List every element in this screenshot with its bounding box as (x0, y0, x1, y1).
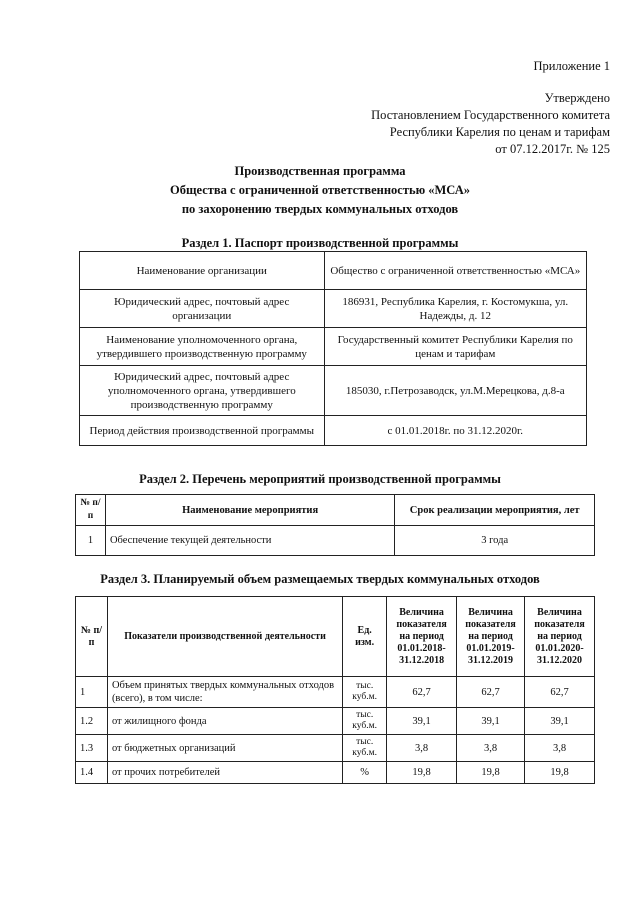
row-indicator: от прочих потребителей (107, 762, 342, 784)
passport-row (80, 328, 587, 366)
approved-date: от 07.12.2017г. № 125 (495, 142, 610, 156)
title-line3: по захоронению твердых коммунальных отходов (181, 202, 459, 216)
row-term: 3 года (395, 526, 595, 556)
approved-label: Утверждено (544, 91, 610, 105)
passport-label: Юридический адрес, почтовый адрес организации (80, 290, 325, 328)
table-row (76, 677, 595, 708)
row-unit: тыс. куб.м. (343, 735, 387, 762)
passport-label: Период действия производственной программы (80, 416, 325, 446)
table-row (76, 735, 595, 762)
col-indicator-header: Показатели производственной деятельности (107, 597, 342, 677)
row-period2: 19,8 (457, 762, 525, 784)
section1-heading: Раздел 1. Паспорт производственной программы (181, 236, 459, 250)
table-row (76, 708, 595, 735)
col-num-header: № п/п (76, 495, 106, 526)
col-name-header: Наименование мероприятия (105, 495, 394, 526)
col-period3-header: Величина показателя на период 01.01.2020-31.12.2020 (525, 597, 595, 677)
passport-value: 186931, Республика Карелия, г. Костомукша, ул. Надежды, д. 12 (324, 290, 586, 328)
row-num: 1.2 (76, 708, 108, 735)
approved-by-line2: Республики Карелия по ценам и тарифам (389, 125, 610, 139)
passport-value: 185030, г.Петрозаводск, ул.М.Мерецкова, д.8-а (324, 366, 586, 416)
passport-label: Юридический адрес, почтовый адрес уполномоченного органа, утвердившего производственную программу (80, 366, 325, 416)
row-period3: 62,7 (525, 677, 595, 708)
row-num: 1.4 (76, 762, 108, 784)
section2-heading: Раздел 2. Перечень мероприятий производственной программы (139, 472, 501, 486)
section3-heading: Раздел 3. Планируемый объем размещаемых твердых коммунальных отходов (100, 572, 540, 586)
row-name: Обеспечение текущей деятельности (105, 526, 394, 556)
passport-label: Наименование организации (80, 252, 325, 290)
passport-row (80, 416, 587, 446)
col-unit-header: Ед. изм. (343, 597, 387, 677)
row-period2: 3,8 (457, 735, 525, 762)
row-period1: 39,1 (387, 708, 457, 735)
passport-row (80, 290, 587, 328)
table-row (76, 762, 595, 784)
passport-row (80, 366, 587, 416)
appendix-label: Приложение 1 (533, 59, 610, 73)
row-period1: 3,8 (387, 735, 457, 762)
row-period2: 62,7 (457, 677, 525, 708)
col-period1-header: Величина показателя на период 01.01.2018-31.12.2018 (387, 597, 457, 677)
row-period2: 39,1 (457, 708, 525, 735)
approval-block (371, 90, 610, 158)
row-unit: тыс. куб.м. (343, 708, 387, 735)
passport-table (79, 251, 587, 446)
row-period3: 19,8 (525, 762, 595, 784)
row-unit: тыс. куб.м. (343, 677, 387, 708)
passport-value: Общество с ограниченной ответственностью «МСА» (324, 252, 586, 290)
col-term-header: Срок реализации мероприятия, лет (395, 495, 595, 526)
col-num-header: № п/п (76, 597, 108, 677)
passport-value: с 01.01.2018г. по 31.12.2020г. (324, 416, 586, 446)
row-indicator: от жилищного фонда (107, 708, 342, 735)
row-indicator: Объем принятых твердых коммунальных отходов (всего), в том числе: (107, 677, 342, 708)
activities-table (75, 494, 595, 556)
row-indicator: от бюджетных организаций (107, 735, 342, 762)
approved-by-line1: Постановлением Государственного комитета (371, 108, 610, 122)
table-row (76, 526, 595, 556)
row-period3: 3,8 (525, 735, 595, 762)
col-period2-header: Величина показателя на период 01.01.2019-31.12.2019 (457, 597, 525, 677)
passport-row (80, 252, 587, 290)
passport-value: Государственный комитет Республики Карелия по ценам и тарифам (324, 328, 586, 366)
title-line1: Производственная программа (234, 164, 406, 178)
row-num: 1.3 (76, 735, 108, 762)
waste-volume-table (75, 596, 595, 784)
row-period3: 39,1 (525, 708, 595, 735)
row-num: 1 (76, 526, 106, 556)
row-unit: % (343, 762, 387, 784)
row-num: 1 (76, 677, 108, 708)
row-period1: 19,8 (387, 762, 457, 784)
row-period1: 62,7 (387, 677, 457, 708)
document-title (0, 162, 640, 219)
title-line2: Общества с ограниченной ответственностью «МСА» (170, 183, 470, 197)
waste-header-row (76, 597, 595, 677)
passport-label: Наименование уполномоченного органа, утвердившего производственную программу (80, 328, 325, 366)
activities-header-row (76, 495, 595, 526)
